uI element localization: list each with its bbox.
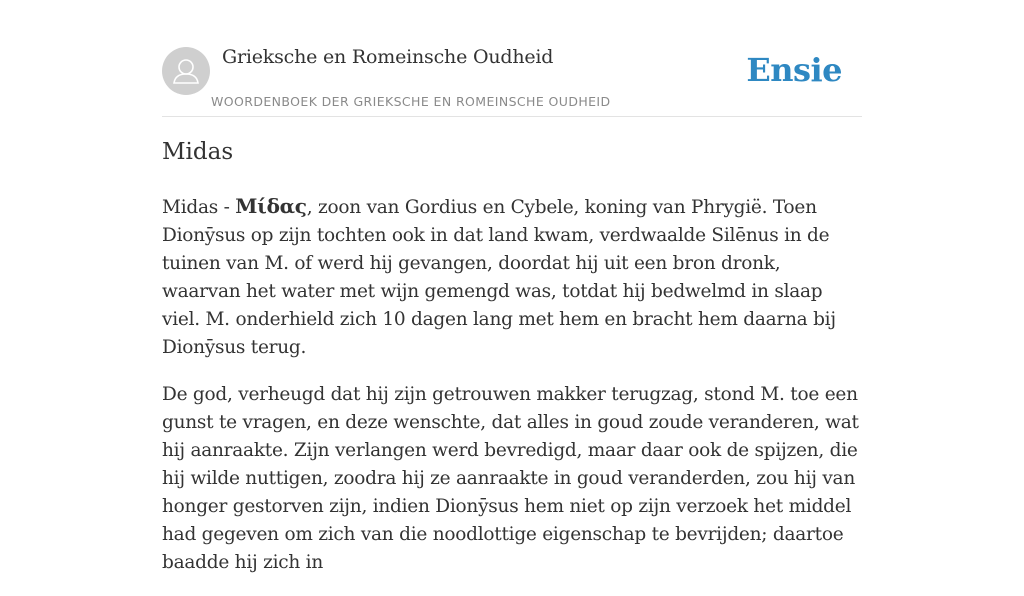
entry-body bbox=[162, 192, 862, 596]
greek-term: Μίδας bbox=[235, 194, 307, 218]
entry-title: Midas bbox=[162, 139, 234, 165]
paragraph-1-text: , zoon van Gordius en Cybele, koning van Phrygië. Toen Dionȳsus op zijn tochten ook in dat land kwam, verdwaalde Silēnus in de tuinen van M. of werd hij gevangen, doordat hij uit een bron dronk, waarvan het water met wijn gemengd was, totdat hij bedwelmd in slaap viel. M. onderhield zich 10 dagen lang met hem en bracht hem daarna bij Dionȳsus terug. bbox=[162, 197, 836, 358]
user-icon bbox=[162, 47, 210, 95]
page-container bbox=[162, 0, 862, 573]
source-header bbox=[162, 0, 862, 117]
paragraph-2: De god, verheugd dat hij zijn getrouwen makker terugzag, stond M. toe een gunst te vragen, en deze wenschte, dat alles in goud zoude veranderen, wat hij aanraakte. Zijn verlangen werd bevredigd, maar daar ook de spijzen, die hij wilde nuttigen, zoodra hij ze aanraakte in goud veranderden, zou hij van honger gestorven zijn, indien Dionȳsus hem niet op zijn verzoek het middel had gegeven om zich van die noodlottige eigenschap te bevrijden; daartoe baadde hij zich in bbox=[162, 384, 859, 573]
avatar[interactable] bbox=[162, 47, 210, 95]
lead-text: Midas - bbox=[162, 197, 236, 218]
paragraph-1 bbox=[162, 192, 862, 362]
source-subtitle: WOORDENBOEK DER GRIEKSCHE EN ROMEINSCHE OUDHEID bbox=[211, 94, 611, 109]
source-title[interactable]: Grieksche en Romeinsche Oudheid bbox=[222, 46, 554, 68]
ensie-logo[interactable]: Ensie bbox=[746, 51, 842, 89]
